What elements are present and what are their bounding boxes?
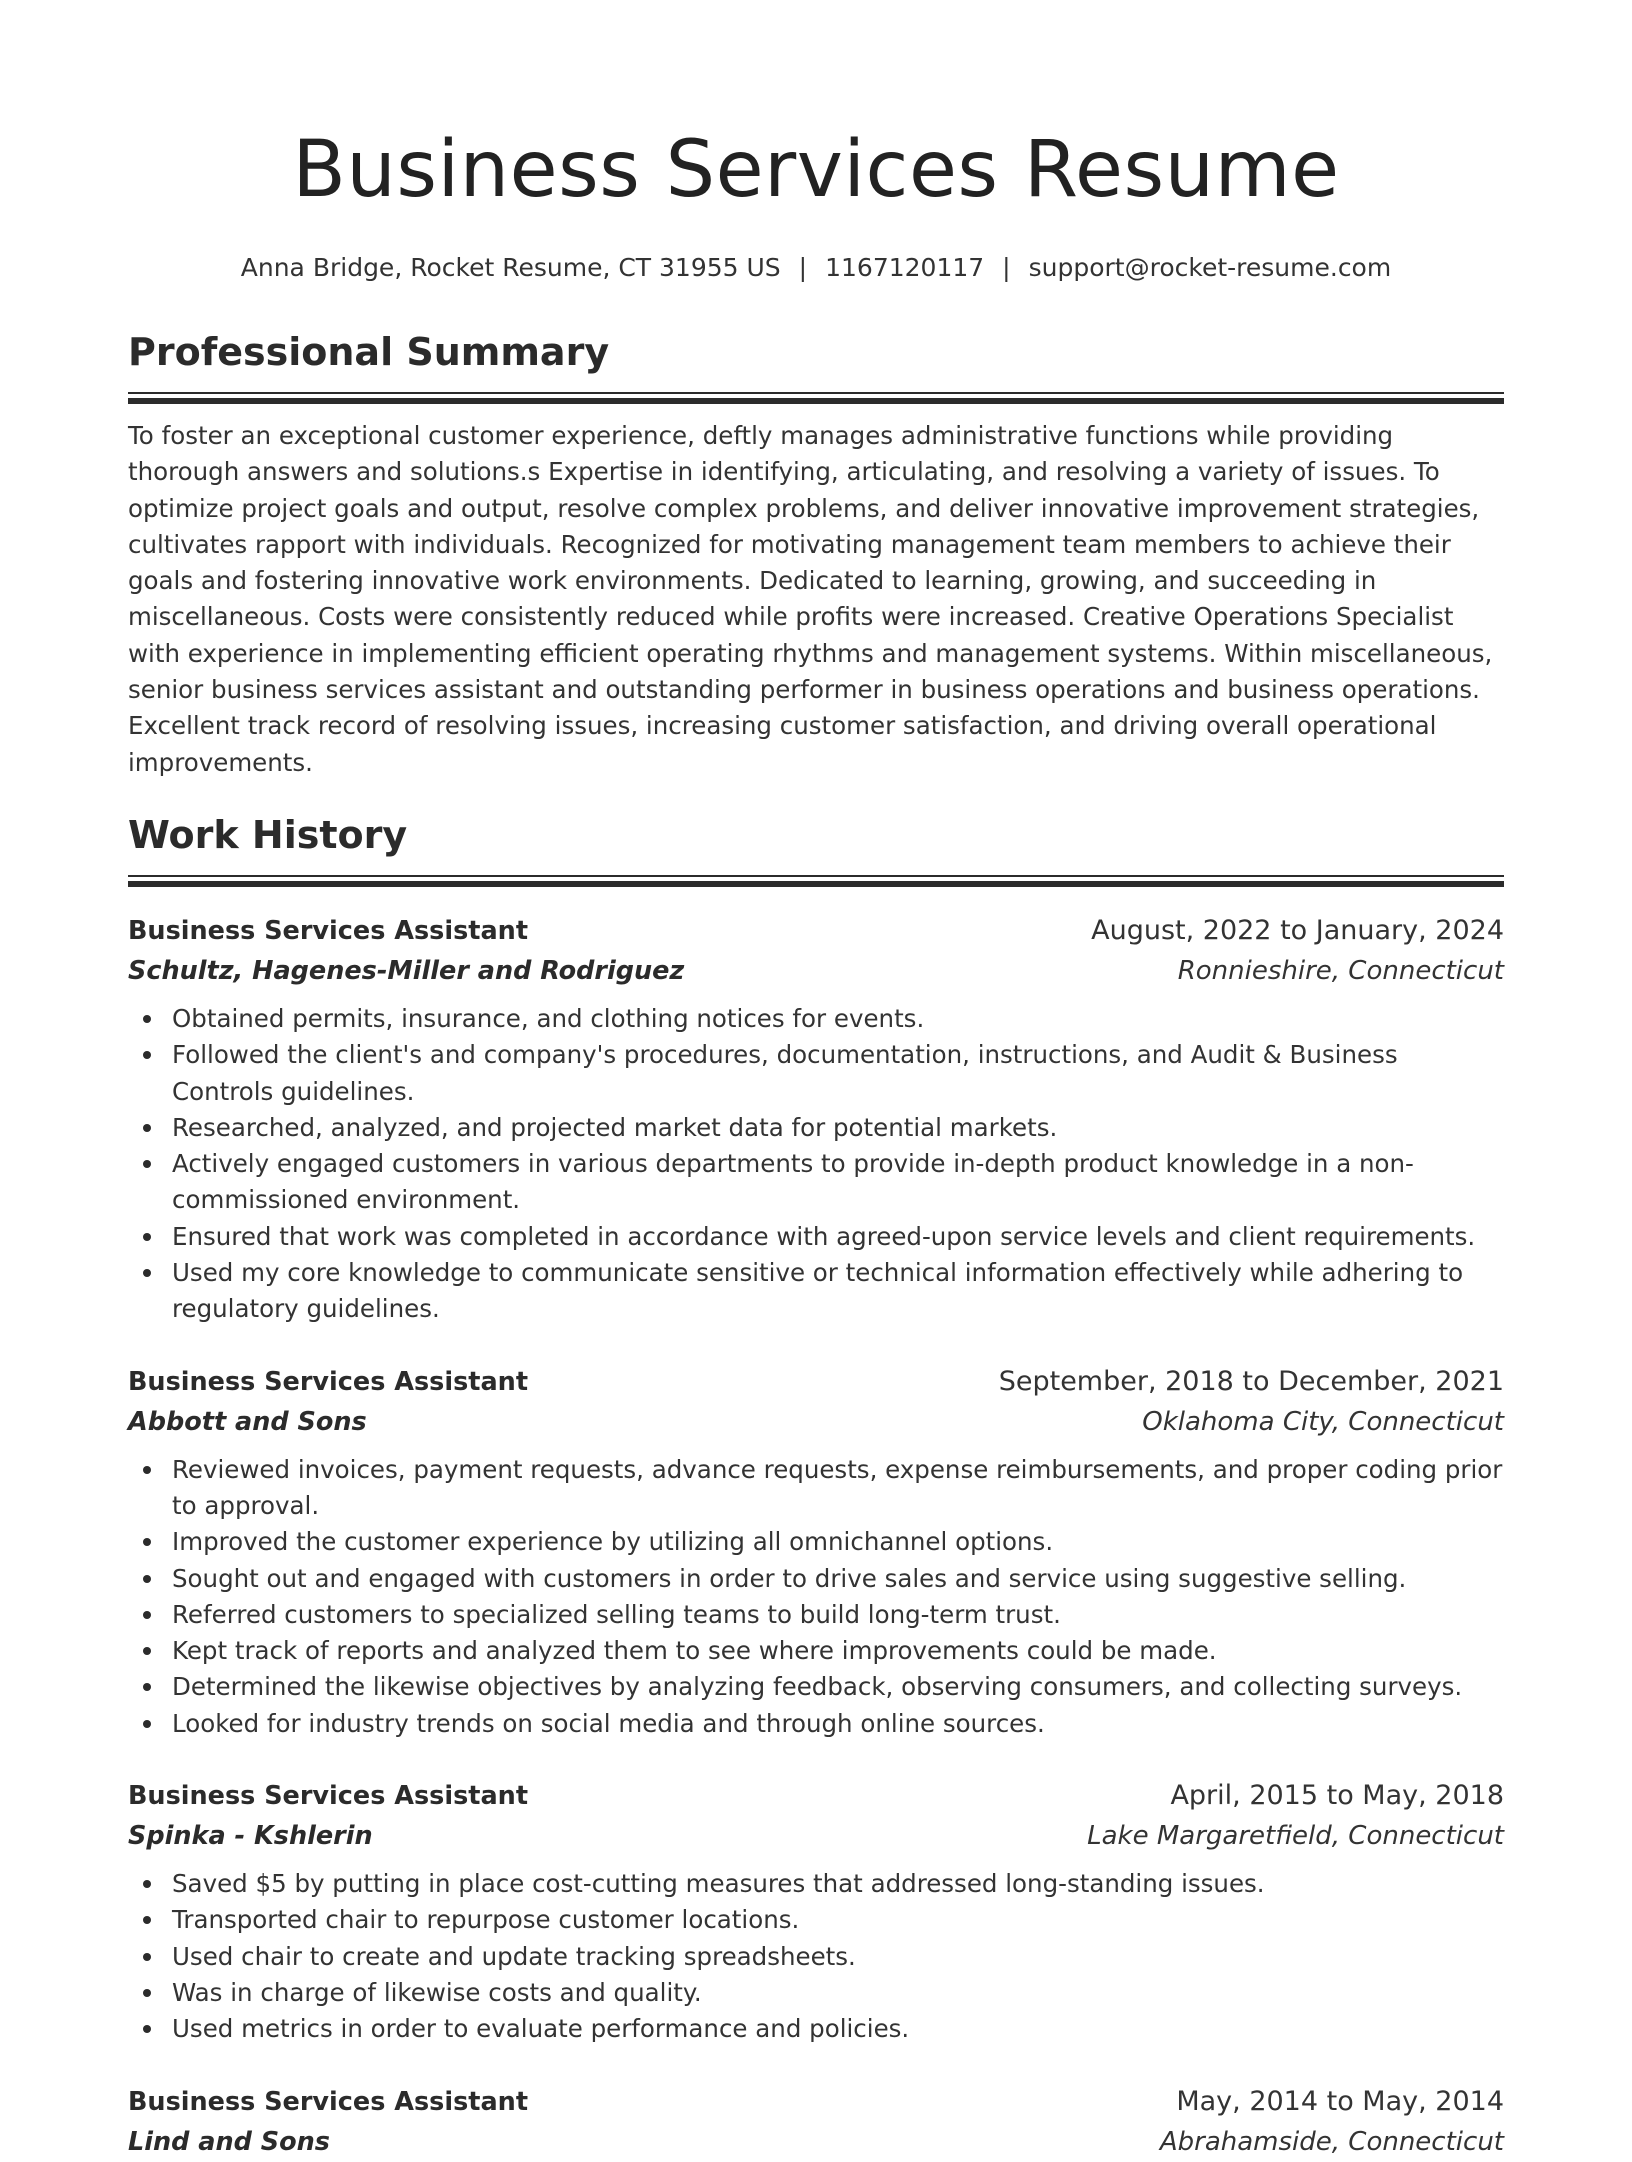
job-company: Lind and Sons [128, 2126, 330, 2157]
section-divider [128, 392, 1504, 404]
job-header-row [128, 911, 1504, 951]
job-title: Business Services Assistant [128, 915, 529, 946]
contact-separator: | [798, 253, 808, 282]
contact-email[interactable]: support@rocket-resume.com [1028, 253, 1392, 282]
contact-phone: 1167120117 [825, 253, 985, 282]
job-subheader-row [128, 951, 1504, 991]
job-dates: May, 2014 to May, 2014 [1176, 2085, 1504, 2117]
job-bullet-item: Sought out and engaged with customers in order to drive sales and service using suggestive selling. [128, 1561, 1504, 1597]
contact-line [128, 252, 1504, 284]
job-title: Business Services Assistant [128, 2086, 529, 2117]
job-bullet-item: Ensured that work was completed in accordance with agreed-upon service levels and client requirements. [128, 1219, 1504, 1255]
job-bullet-item: Followed the client's and company's procedures, documentation, instructions, and Audit & Business Controls guidelines. [128, 1037, 1504, 1110]
job-bullet-item: Determined the likewise objectives by analyzing feedback, observing consumers, and collecting surveys. [128, 1669, 1504, 1705]
resume-title: Business Services Resume [292, 125, 1340, 215]
job-entry [128, 911, 1504, 1328]
job-bullet-item: Was in charge of likewise costs and quality. [128, 1975, 1504, 2011]
job-title: Business Services Assistant [128, 1781, 529, 1812]
job-bullet-list [128, 1452, 1504, 1742]
work-history-section [128, 811, 1504, 2162]
job-title: Business Services Assistant [128, 1366, 529, 1397]
job-dates: August, 2022 to January, 2024 [1091, 914, 1504, 946]
job-location: Lake Margaretfield, Connecticut [1087, 1821, 1504, 1852]
job-bullet-item: Researched, analyzed, and projected market data for potential markets. [128, 1110, 1504, 1146]
job-bullet-item: Used metrics in order to evaluate performance and policies. [128, 2011, 1504, 2047]
job-bullet-item: Used my core knowledge to communicate sensitive or technical information effectively while adhering to regulatory guidelines. [128, 1255, 1504, 1328]
job-dates: April, 2015 to May, 2018 [1170, 1780, 1504, 1812]
job-bullet-list [128, 1001, 1504, 1328]
summary-text: To foster an exceptional customer experience, deftly manages administrative functions while providing thorough answers and solutions.s Expertise in identifying, articulating, and resolving a variety of issues. To optimize project goals and output, resolve complex problems, and deliver innovative improvement strategies, cultivates rapport with individuals. Recognized for motivating management team members to achieve their goals and fostering innovative work environments. Dedicated to learning, growing, and succeeding in miscellaneous. Costs were consistently reduced while profits were increased. Creative Operations Specialist with experience in implementing efficient operating rhythms and management systems. Within miscellaneous, senior business services assistant and outstanding performer in business operations and business operations. Excellent track record of resolving issues, increasing customer satisfaction, and driving overall operational improvements. [128, 421, 1493, 777]
job-bullet-item: Actively engaged customers in various departments to provide in-depth product knowledge in a non-commissioned environment. [128, 1146, 1504, 1219]
job-bullet-item: Used chair to create and update tracking spreadsheets. [128, 1939, 1504, 1975]
job-location: Ronnieshire, Connecticut [1177, 955, 1504, 986]
job-subheader-row [128, 2122, 1504, 2162]
section-divider [128, 875, 1504, 887]
job-entry [128, 2082, 1504, 2162]
job-bullet-item: Transported chair to repurpose customer locations. [128, 1902, 1504, 1938]
contact-separator: | [1002, 253, 1011, 282]
job-list [128, 911, 1504, 2162]
section-heading-work-history: Work History [128, 812, 408, 857]
job-bullet-item: Referred customers to specialized selling teams to build long-term trust. [128, 1597, 1504, 1633]
job-location: Abrahamside, Connecticut [1159, 2126, 1504, 2157]
job-bullet-item: Kept track of reports and analyzed them to see where improvements could be made. [128, 1633, 1504, 1669]
job-bullet-item: Saved $5 by putting in place cost-cutting measures that addressed long-standing issues. [128, 1866, 1504, 1902]
job-entry [128, 1362, 1504, 1742]
job-company: Spinka - Kshlerin [128, 1821, 373, 1852]
section-heading-summary: Professional Summary [128, 330, 610, 374]
professional-summary-section [128, 328, 1504, 781]
job-dates: September, 2018 to December, 2021 [998, 1365, 1504, 1397]
job-company: Schultz, Hagenes-Miller and Rodriguez [128, 955, 685, 986]
job-header-row [128, 1776, 1504, 1816]
job-bullet-list [128, 1866, 1504, 2047]
job-company: Abbott and Sons [128, 1406, 367, 1437]
job-subheader-row [128, 1816, 1504, 1856]
job-bullet-item: Reviewed invoices, payment requests, advance requests, expense reimbursements, and proper coding prior to approval. [128, 1452, 1504, 1525]
job-bullet-item: Looked for industry trends on social media and through online sources. [128, 1706, 1504, 1742]
job-subheader-row [128, 1402, 1504, 1442]
contact-address: Anna Bridge, Rocket Resume, CT 31955 US [240, 253, 781, 282]
job-bullet-item: Improved the customer experience by utilizing all omnichannel options. [128, 1524, 1504, 1560]
job-entry [128, 1776, 1504, 2047]
job-location: Oklahoma City, Connecticut [1142, 1406, 1504, 1437]
job-header-row [128, 2082, 1504, 2122]
job-header-row [128, 1362, 1504, 1402]
job-bullet-item: Obtained permits, insurance, and clothing notices for events. [128, 1001, 1504, 1037]
